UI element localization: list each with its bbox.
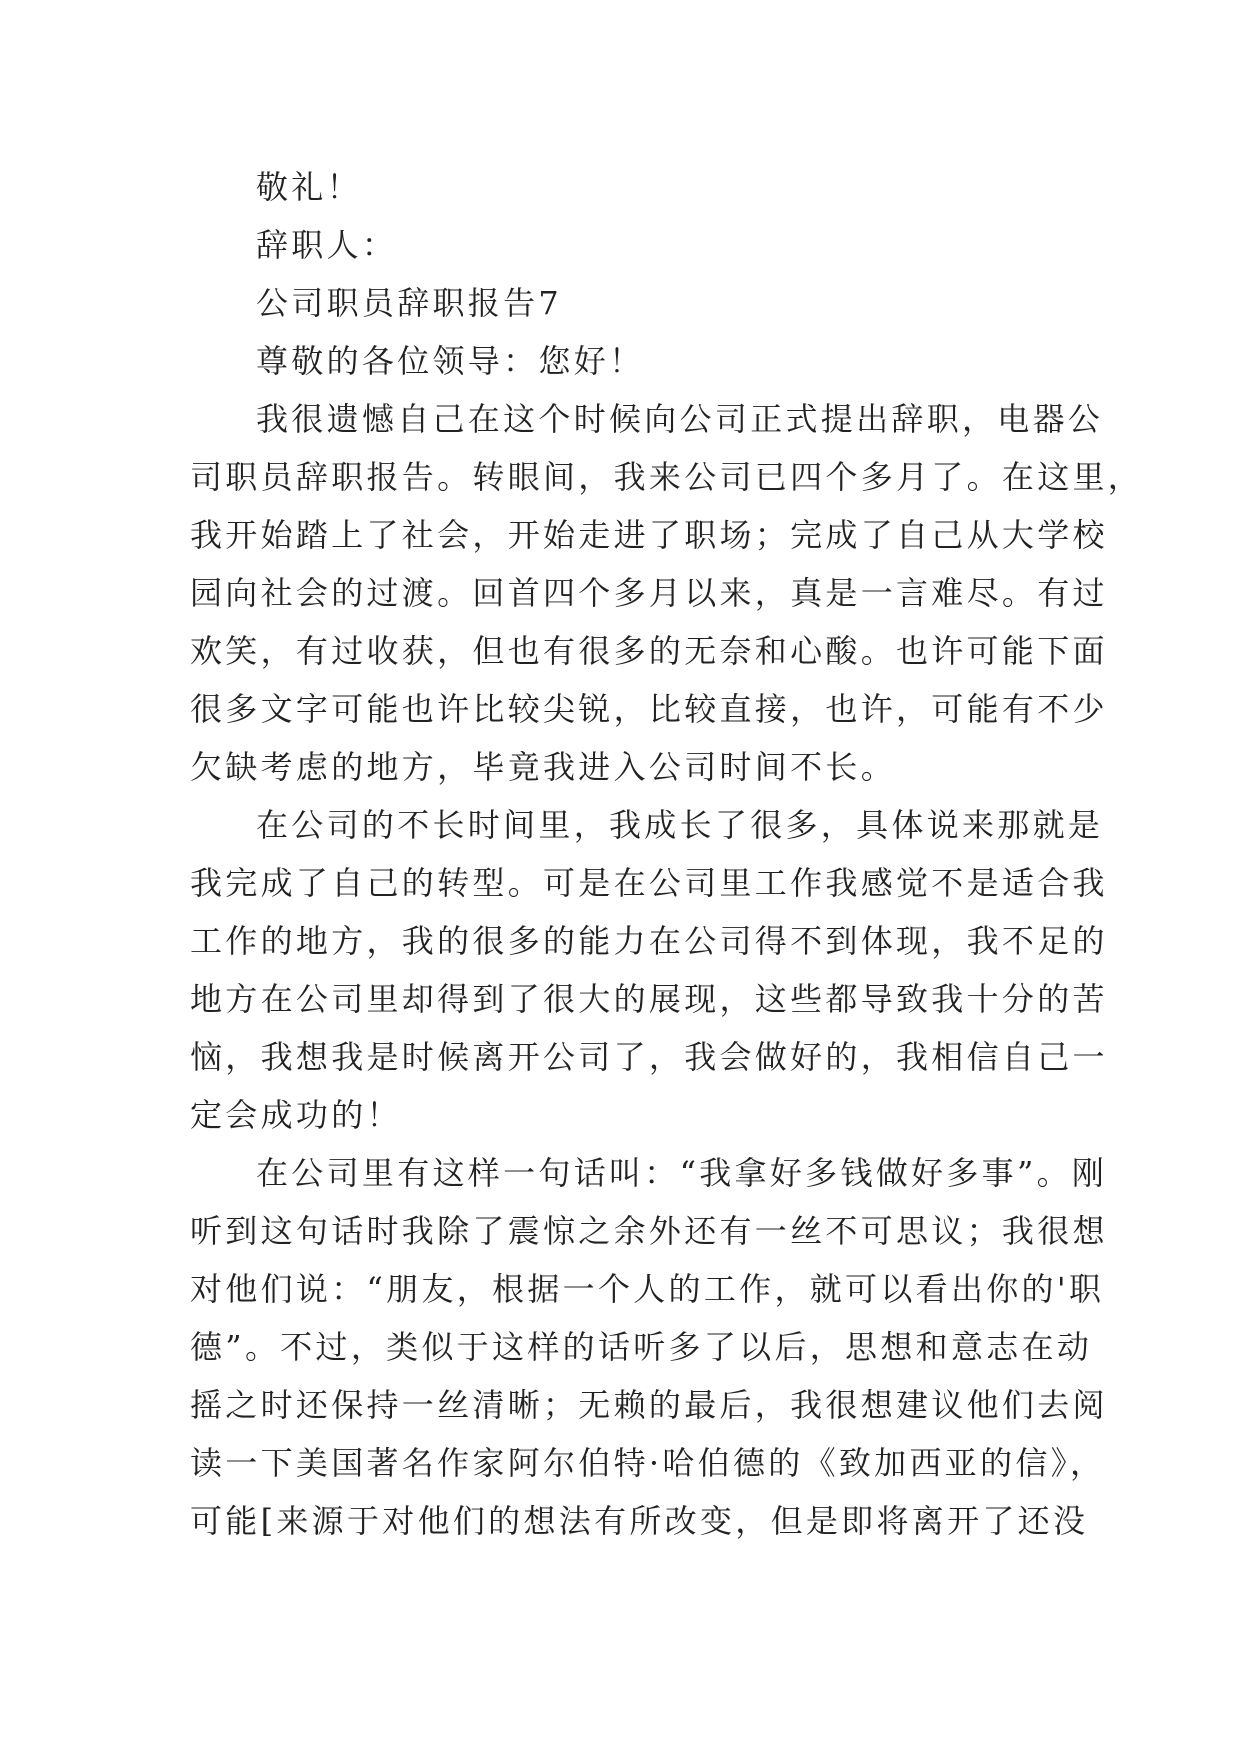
paragraph-line: 我很遗憾自己在这个时候向公司正式提出辞职，电器公 [256,400,1104,438]
paragraph-line: 欢笑，有过收获，但也有很多的无奈和心酸。也许可能下面 [190,632,1108,670]
paragraph-line: 我开始踏上了社会，开始走进了职场；完成了自己从大学校 [190,516,1108,554]
paragraph-line: 听到这句话时我除了震惊之余外还有一丝不可思议；我很想 [190,1212,1108,1250]
paragraph-line: 德”。不过，类似于这样的话听多了以后，思想和意志在动 [190,1328,1093,1366]
paragraph-line: 园向社会的过渡。回首四个多月以来，真是一言难尽。有过 [190,574,1108,612]
section-heading: 公司职员辞职报告7 [256,284,563,322]
paragraph-line: 司职员辞职报告。转眼间，我来公司已四个多月了。在这里， [190,458,1144,496]
paragraph-line: 恼，我想我是时候离开公司了，我会做好的，我相信自己一 [190,1038,1108,1076]
paragraph-line: 地方在公司里却得到了很大的展现，这些都导致我十分的苦 [190,980,1108,1018]
paragraph-2 [190,796,1108,1144]
document-body [190,158,1144,1550]
paragraph-3 [190,1144,1108,1550]
paragraph-line: 读一下美国著名作家阿尔伯特·哈伯德的《致加西亚的信》， [190,1444,1106,1482]
salutation-line: 尊敬的各位领导：您好！ [256,342,645,380]
paragraph-line: 工作的地方，我的很多的能力在公司得不到体现，我不足的 [190,922,1108,960]
signature-label: 辞职人： [256,226,398,264]
paragraph-line: 在公司的不长时间里，我成长了很多，具体说来那就是 [256,806,1104,844]
paragraph-line: 摇之时还保持一丝清晰；无赖的最后，我很想建议他们去阅 [190,1386,1108,1424]
paragraph-line: 可能[来源于对他们的想法有所改变，但是即将离开了还没 [190,1502,1089,1540]
paragraph-line: 欠缺考虑的地方，毕竟我进入公司时间不长。 [190,748,897,786]
paragraph-line: 很多文字可能也许比较尖锐，比较直接，也许，可能有不少 [190,690,1108,728]
paragraph-line: 我完成了自己的转型。可是在公司里工作我感觉不是适合我 [190,864,1108,902]
paragraph-line: 在公司里有这样一句话叫：“我拿好多钱做好多事”。刚 [256,1154,1108,1192]
paragraph-line: 对他们说：“朋友，根据一个人的工作，就可以看出你的'职 [190,1270,1105,1308]
closing-line: 敬礼！ [256,168,362,206]
paragraph-1 [190,390,1144,796]
paragraph-line: 定会成功的！ [190,1096,402,1134]
